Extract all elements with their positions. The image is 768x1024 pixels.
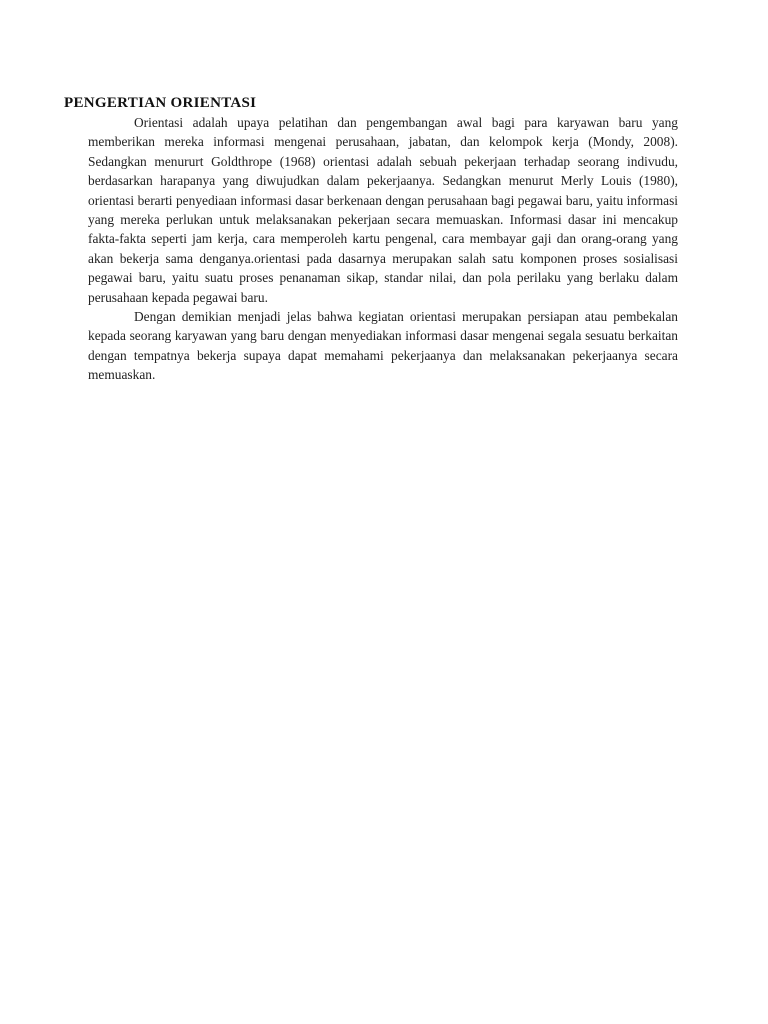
paragraph-2: Dengan demikian menjadi jelas bahwa kegiatan orientasi merupakan persiapan atau pembekalan kepada seorang karyawan yang baru dengan menyediakan informasi dasar mengenai segala sesuatu berkaitan dengan tempatnya bekerja supaya dapat memahami pekerjaanya dan melaksanakan pekerjaanya secara memuaskan. xyxy=(88,309,678,383)
document-page xyxy=(64,93,678,385)
body-text xyxy=(88,113,678,385)
section-heading: PENGERTIAN ORIENTASI xyxy=(64,95,257,111)
paragraph-1: Orientasi adalah upaya pelatihan dan pengembangan awal bagi para karyawan baru yang memberikan mereka informasi mengenai perusahaan, jabatan, dan kelompok kerja (Mondy, 2008). Sedangkan menururt Goldthrope (1968) orientasi adalah sebuah pekerjaan terhadap seorang indivudu, berdasarkan harapanya yang diwujudkan dalam pekerjaanya. Sedangkan menurut Merly Louis (1980), orientasi berarti penyediaan informasi dasar berkenaan dengan perusahaan bagi pegawai baru, yaitu informasi yang mereka perlukan untuk melaksanakan pekerjaan secara memuaskan. Informasi dasar ini mencakup fakta-fakta seperti jam kerja, cara memperoleh kartu pengenal, cara membayar gaji dan orang-orang yang akan bekerja sama denganya.orientasi pada dasarnya merupakan salah satu komponen proses sosialisasi pegawai baru, yaitu suatu proses penanaman sikap, standar nilai, dan pola perilaku yang berlaku dalam perusahaan kepada pegawai baru. xyxy=(88,115,678,305)
